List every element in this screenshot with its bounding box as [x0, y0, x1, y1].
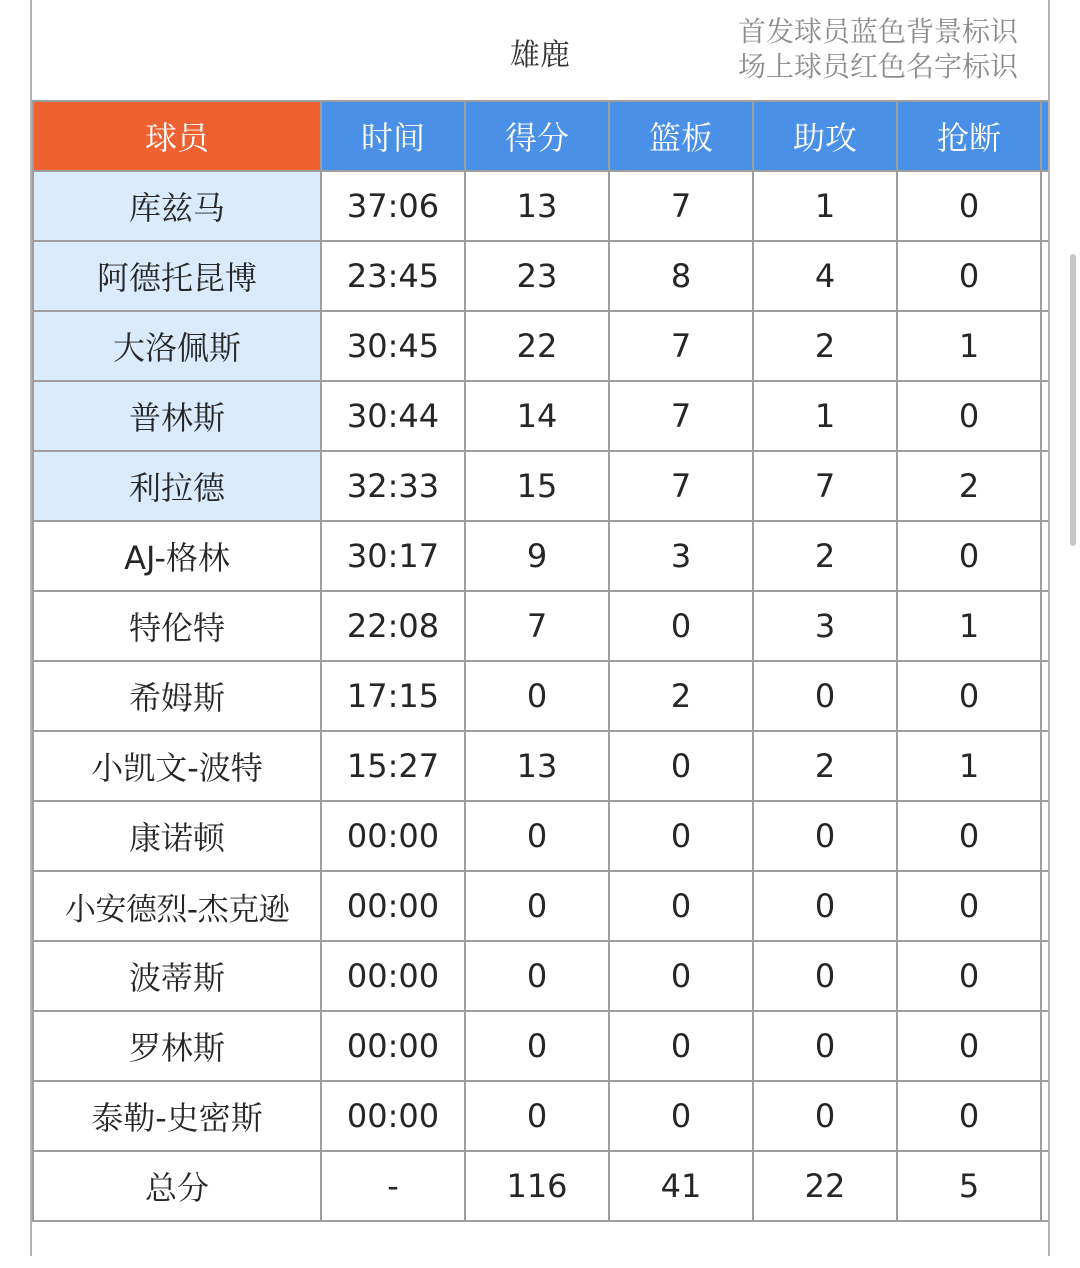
player-name-cell[interactable]: 小凯文-波特	[33, 731, 321, 801]
steals-cell: 0	[897, 1081, 1041, 1151]
rebounds-cell: 3	[609, 521, 753, 591]
assists-cell: 0	[753, 941, 897, 1011]
assists-cell: 0	[753, 801, 897, 871]
overflow-cell	[1041, 591, 1049, 661]
time-cell: 17:15	[321, 661, 465, 731]
overflow-cell	[1041, 171, 1049, 241]
overflow-cell	[1041, 1081, 1049, 1151]
overflow-cell	[1041, 521, 1049, 591]
team-name: 雄鹿	[510, 38, 570, 73]
time-cell: 00:00	[321, 1011, 465, 1081]
column-header-time[interactable]: 时间	[321, 102, 465, 171]
points-cell: 0	[465, 661, 609, 731]
time-cell: 32:33	[321, 451, 465, 521]
time-cell: 23:45	[321, 241, 465, 311]
steals-cell: 1	[897, 591, 1041, 661]
column-header-rebounds[interactable]: 篮板	[609, 102, 753, 171]
overflow-cell	[1041, 871, 1049, 941]
overflow-cell	[1041, 451, 1049, 521]
overflow-cell	[1041, 381, 1049, 451]
table-row[interactable]	[33, 731, 1049, 801]
player-name-cell[interactable]: 阿德托昆博	[33, 241, 321, 311]
rebounds-cell: 7	[609, 311, 753, 381]
table-row[interactable]	[33, 591, 1049, 661]
overflow-cell	[1041, 941, 1049, 1011]
points-cell: 0	[465, 1081, 609, 1151]
assists-cell: 0	[753, 661, 897, 731]
overflow-cell	[1041, 801, 1049, 871]
points-cell: 0	[465, 871, 609, 941]
player-name-cell[interactable]: 希姆斯	[33, 661, 321, 731]
player-stats-table	[32, 102, 1049, 1222]
time-cell: 30:45	[321, 311, 465, 381]
legend-note	[738, 14, 1018, 84]
table-row[interactable]	[33, 661, 1049, 731]
time-cell: 00:00	[321, 801, 465, 871]
points-cell: 0	[465, 941, 609, 1011]
overflow-cell	[1041, 1151, 1049, 1221]
rebounds-cell: 7	[609, 451, 753, 521]
points-cell: 0	[465, 801, 609, 871]
team-header	[32, 0, 1048, 102]
rebounds-cell: 7	[609, 381, 753, 451]
totals-points: 116	[465, 1151, 609, 1221]
table-row[interactable]	[33, 241, 1049, 311]
rebounds-cell: 8	[609, 241, 753, 311]
time-cell: 15:27	[321, 731, 465, 801]
points-cell: 7	[465, 591, 609, 661]
rebounds-cell: 0	[609, 731, 753, 801]
steals-cell: 0	[897, 241, 1041, 311]
table-row[interactable]	[33, 451, 1049, 521]
player-name-cell[interactable]: 特伦特	[33, 591, 321, 661]
rebounds-cell: 0	[609, 871, 753, 941]
steals-cell: 0	[897, 381, 1041, 451]
rebounds-cell: 0	[609, 941, 753, 1011]
table-body	[33, 171, 1049, 1151]
rebounds-cell: 7	[609, 171, 753, 241]
column-header-player[interactable]: 球员	[33, 102, 321, 171]
table-row[interactable]	[33, 871, 1049, 941]
assists-cell: 0	[753, 871, 897, 941]
column-header-points[interactable]: 得分	[465, 102, 609, 171]
column-header-assists[interactable]: 助攻	[753, 102, 897, 171]
totals-label: 总分	[33, 1151, 321, 1221]
points-cell: 13	[465, 731, 609, 801]
overflow-cell	[1041, 241, 1049, 311]
player-name-cell[interactable]: 库兹马	[33, 171, 321, 241]
legend-note-starter: 首发球员蓝色背景标识	[737, 15, 1018, 48]
player-name-cell[interactable]: 大洛佩斯	[33, 311, 321, 381]
column-header-steals[interactable]: 抢断	[897, 102, 1041, 171]
table-row[interactable]	[33, 171, 1049, 241]
overflow-cell	[1041, 661, 1049, 731]
player-name-cell[interactable]: 泰勒-史密斯	[33, 1081, 321, 1151]
totals-row	[33, 1151, 1049, 1221]
table-header-row	[33, 102, 1049, 171]
overflow-cell	[1041, 311, 1049, 381]
points-cell: 15	[465, 451, 609, 521]
points-cell: 0	[465, 1011, 609, 1081]
overflow-cell	[1041, 731, 1049, 801]
table-row[interactable]	[33, 311, 1049, 381]
steals-cell: 0	[897, 801, 1041, 871]
assists-cell: 2	[753, 311, 897, 381]
steals-cell: 0	[897, 871, 1041, 941]
legend-note-oncourt: 场上球员红色名字标识	[737, 50, 1018, 83]
steals-cell: 0	[897, 521, 1041, 591]
totals-assists: 22	[753, 1151, 897, 1221]
assists-cell: 1	[753, 171, 897, 241]
points-cell: 13	[465, 171, 609, 241]
player-name-cell[interactable]: 小安德烈-杰克逊	[33, 871, 321, 941]
assists-cell: 0	[753, 1011, 897, 1081]
player-name-cell[interactable]: 普林斯	[33, 381, 321, 451]
boxscore-panel	[30, 0, 1050, 1256]
player-name-cell[interactable]: 利拉德	[33, 451, 321, 521]
table-row[interactable]	[33, 381, 1049, 451]
time-cell: 30:44	[321, 381, 465, 451]
assists-cell: 1	[753, 381, 897, 451]
assists-cell: 0	[753, 1081, 897, 1151]
points-cell: 14	[465, 381, 609, 451]
assists-cell: 4	[753, 241, 897, 311]
player-name-cell[interactable]: 波蒂斯	[33, 941, 321, 1011]
time-cell: 00:00	[321, 941, 465, 1011]
steals-cell: 0	[897, 1011, 1041, 1081]
steals-cell: 1	[897, 731, 1041, 801]
rebounds-cell: 0	[609, 1081, 753, 1151]
table-row[interactable]	[33, 941, 1049, 1011]
assists-cell: 3	[753, 591, 897, 661]
points-cell: 23	[465, 241, 609, 311]
rebounds-cell: 0	[609, 591, 753, 661]
overflow-cell	[1041, 1011, 1049, 1081]
totals-time: -	[321, 1151, 465, 1221]
totals-rebounds: 41	[609, 1151, 753, 1221]
points-cell: 9	[465, 521, 609, 591]
time-cell: 00:00	[321, 1081, 465, 1151]
player-name-cell[interactable]: 康诺顿	[33, 801, 321, 871]
time-cell: 30:17	[321, 521, 465, 591]
steals-cell: 0	[897, 661, 1041, 731]
steals-cell: 0	[897, 171, 1041, 241]
rebounds-cell: 2	[609, 661, 753, 731]
column-header-overflow	[1041, 102, 1049, 171]
table-row[interactable]	[33, 1081, 1049, 1151]
table-row[interactable]	[33, 521, 1049, 591]
assists-cell: 2	[753, 731, 897, 801]
totals-steals: 5	[897, 1151, 1041, 1221]
steals-cell: 2	[897, 451, 1041, 521]
table-row[interactable]	[33, 1011, 1049, 1081]
steals-cell: 1	[897, 311, 1041, 381]
rebounds-cell: 0	[609, 801, 753, 871]
rebounds-cell: 0	[609, 1011, 753, 1081]
page-scrollbar[interactable]	[1070, 254, 1076, 546]
player-name-cell[interactable]: AJ-格林	[33, 521, 321, 591]
time-cell: 37:06	[321, 171, 465, 241]
time-cell: 22:08	[321, 591, 465, 661]
table-row[interactable]	[33, 801, 1049, 871]
assists-cell: 7	[753, 451, 897, 521]
time-cell: 00:00	[321, 871, 465, 941]
assists-cell: 2	[753, 521, 897, 591]
player-name-cell[interactable]: 罗林斯	[33, 1011, 321, 1081]
steals-cell: 0	[897, 941, 1041, 1011]
points-cell: 22	[465, 311, 609, 381]
